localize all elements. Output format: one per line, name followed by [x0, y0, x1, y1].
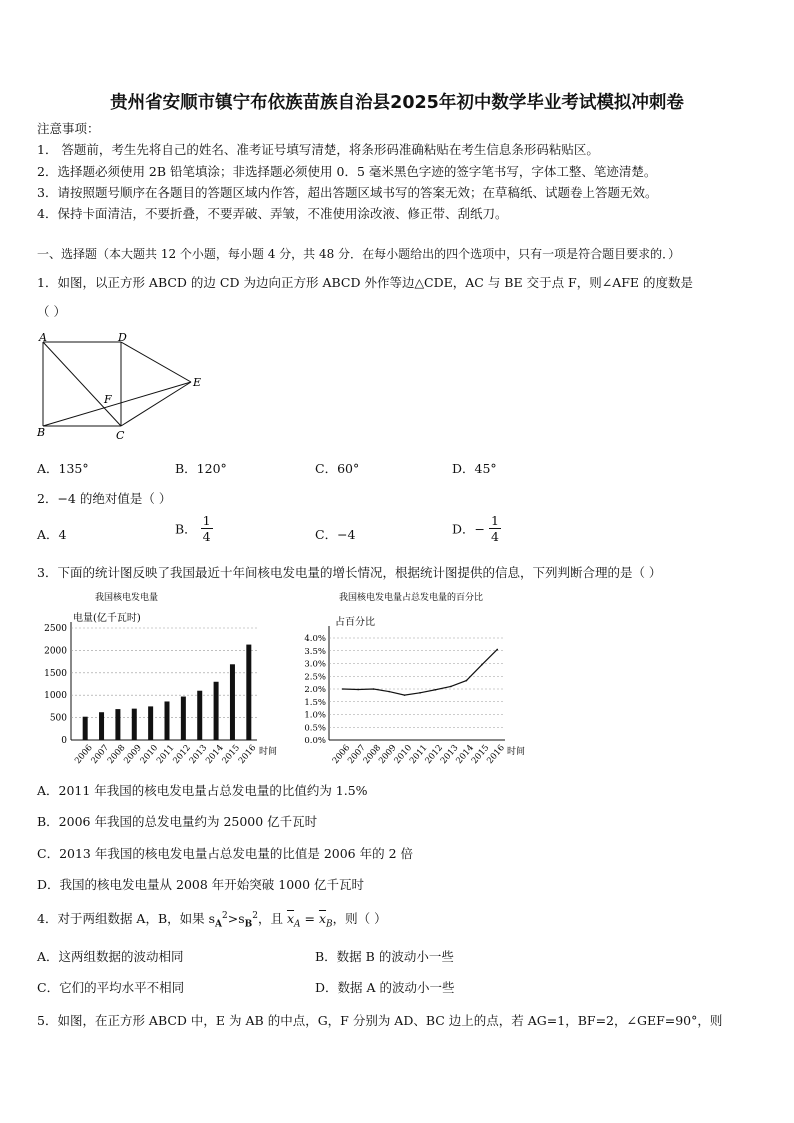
bar-chart [35, 588, 285, 768]
x-tick-label: 2013 [438, 743, 461, 767]
question-2-stem: 2．−4 的绝对值是（ ） [37, 491, 172, 506]
question-3-stem: 3．下面的统计图反映了我国最近十年间核电发电量的增长情况，根据统计图提供的信息，下列判断合理的是（ ） [37, 565, 662, 580]
x-tick-label: 2010 [392, 743, 415, 767]
question-2-option-b [175, 513, 213, 544]
y-tick-label: 0 [61, 736, 67, 746]
figure-label-e: E [193, 376, 202, 389]
bar [165, 701, 170, 740]
fraction [201, 513, 213, 544]
x-tick-label: 2006 [330, 743, 353, 767]
x-tick-label: 2015 [220, 743, 243, 767]
y-tick-label: 0.5% [304, 723, 326, 734]
chart-title: 我国核电发电量占总发电量的百分比 [339, 593, 484, 603]
section-heading: 一、选择题（本大题共 12 个小题，每小题 4 分，共 48 分．在每小题给出的四个选项中，只有一项是符合题目要求的．） [37, 247, 681, 261]
y-tick-label: 2.5% [304, 672, 326, 683]
x-tick-label: 2009 [377, 743, 399, 767]
question-1-figure [34, 328, 214, 446]
y-tick-label: 4.0% [304, 634, 326, 644]
y-tick-label: 0.0% [304, 736, 326, 746]
x-tick-label: 2011 [408, 743, 430, 767]
x-axis-label: 时间 [507, 747, 526, 757]
x-tick-label: 2009 [122, 743, 144, 767]
y-tick-label: 1500 [44, 668, 67, 679]
question-4-option-c: C．它们的平均水平不相同 [37, 980, 185, 995]
notice-item: 4．保持卡面清洁，不要折叠，不要弄破、弄皱，不准使用涂改液、修正带、刮纸刀。 [37, 206, 508, 221]
x-tick-label: 2016 [236, 743, 259, 767]
figure-label-d: D [118, 331, 127, 344]
question-4-option-b: B．数据 B 的波动小一些 [315, 949, 454, 964]
x-tick-label: 2014 [454, 743, 476, 767]
figure-label-a: A [39, 331, 47, 344]
x-tick-label: 2014 [204, 743, 226, 767]
question-2-option-a: A．4 [37, 527, 67, 542]
y-axis-label: 电量(亿千瓦时) [73, 613, 141, 624]
question-5-stem: 5．如图，在正方形 ABCD 中，E 为 AB 的中点，G，F 分别为 AD、BC 边上的点，若 AG=1，BF=2，∠GEF=90°，则 [37, 1013, 723, 1028]
question-3-option-c: C．2013 年我国的核电发电量占总发电量的比值是 2006 年的 2 倍 [37, 846, 414, 861]
x-tick-label: 2007 [89, 743, 112, 767]
fraction-numerator: 1 [202, 513, 211, 528]
stem-end: ，则（ ） [332, 911, 387, 926]
y-axis-label: 占百分比 [335, 617, 375, 628]
line-chart [295, 588, 535, 768]
x-tick-label: 2012 [423, 743, 446, 767]
x-tick-label: 2015 [469, 743, 492, 767]
fraction-denominator: 4 [202, 529, 211, 544]
notice-heading: 注意事项： [37, 121, 100, 136]
question-3-option-d: D．我国的核电发电量从 2008 年开始突破 1000 亿千瓦时 [37, 877, 365, 892]
chart-title: 我国核电发电量 [95, 593, 159, 603]
y-tick-label: 1000 [44, 691, 67, 702]
y-tick-label: 2000 [44, 646, 67, 657]
x-tick-label: 2010 [138, 743, 161, 767]
x-tick-label: 2011 [155, 743, 177, 767]
option-b-prefix: B． [175, 521, 197, 537]
question-3-option-a: A．2011 年我国的核电发电量占总发电量的比值约为 1.5% [37, 783, 368, 798]
bar [214, 682, 219, 740]
x-tick-label: 2016 [485, 743, 507, 767]
question-1-stem: 1．如图，以正方形 ABCD 的边 CD 为边向正方形 ABCD 外作等边△CDE，AC 与 BE 交于点 F，则∠AFE 的度数是 [37, 275, 694, 290]
y-tick-label: 3.0% [304, 659, 326, 670]
bar [115, 709, 120, 740]
x-axis-label: 时间 [259, 747, 278, 757]
fraction [489, 513, 501, 544]
notice-item: 2．选择题必须使用 2B 铅笔填涂；非选择题必须使用 0．5 毫米黑色字迹的签字笔书写，字体工整、笔迹清楚。 [37, 164, 657, 179]
bar [181, 697, 186, 740]
figure-label-c: C [116, 429, 125, 442]
x-tick-label: 2013 [187, 743, 210, 767]
option-d-prefix: D．− [452, 521, 485, 537]
question-1-option-b: B．120° [175, 461, 227, 476]
x-tick-label: 2008 [105, 743, 128, 767]
x-tick-label: 2006 [73, 743, 95, 767]
page-title: 贵州省安顺市镇宁布依族苗族自治县2025年初中数学毕业考试模拟冲刺卷 [110, 93, 684, 113]
x-tick-label: 2012 [171, 743, 193, 767]
y-tick-label: 1.0% [304, 710, 326, 721]
y-tick-label: 1.5% [304, 697, 326, 708]
notice-item: 3．请按照题号顺序在各题目的答题区域内作答，超出答题区域书写的答案无效；在草稿纸、试题卷上答题无效。 [37, 185, 658, 200]
bar [83, 717, 88, 740]
question-1-option-a: A．135° [37, 461, 89, 476]
y-tick-label: 3.5% [304, 646, 326, 657]
bar [148, 706, 153, 740]
question-4-option-a: A．这两组数据的波动相同 [37, 949, 184, 964]
fraction-denominator: 4 [490, 529, 499, 544]
question-4-option-d: D．数据 A 的波动小一些 [315, 980, 455, 995]
question-2-option-c: C．−4 [315, 527, 356, 542]
series-line [343, 649, 498, 695]
question-1-option-c: C．60° [315, 461, 360, 476]
question-1-bracket: （ ） [37, 304, 66, 319]
bar [132, 709, 137, 740]
question-4-stem: 4．对于两组数据 A，B，如果 $s_A^2>s_B^2$，且 $\overline{x}_A = \overline{x}_B$，则（ ） [37, 910, 387, 930]
y-tick-label: 2.0% [304, 685, 326, 695]
figure-label-f: F [104, 393, 112, 406]
bar [230, 664, 235, 740]
x-tick-label: 2008 [361, 743, 384, 767]
bar [99, 712, 104, 740]
stem-mid: ，且 [257, 911, 283, 926]
question-1-option-d: D．45° [452, 461, 497, 476]
bar [246, 645, 251, 740]
y-tick-label: 2500 [44, 624, 67, 634]
figure-label-b: B [37, 426, 46, 439]
question-3-option-b: B．2006 年我国的总发电量约为 25000 亿千瓦时 [37, 814, 318, 829]
x-tick-label: 2007 [346, 743, 368, 767]
question-2-option-d [452, 513, 501, 544]
notice-item: 1． 答题前，考生先将自己的姓名、准考证号填写清楚，将条形码准确粘贴在考生信息条形码粘贴区。 [37, 142, 599, 157]
bar [197, 691, 202, 740]
fraction-numerator: 1 [490, 513, 499, 528]
stem-prefix: 4．对于两组数据 A，B，如果 s [37, 911, 216, 926]
y-tick-label: 500 [49, 713, 67, 724]
